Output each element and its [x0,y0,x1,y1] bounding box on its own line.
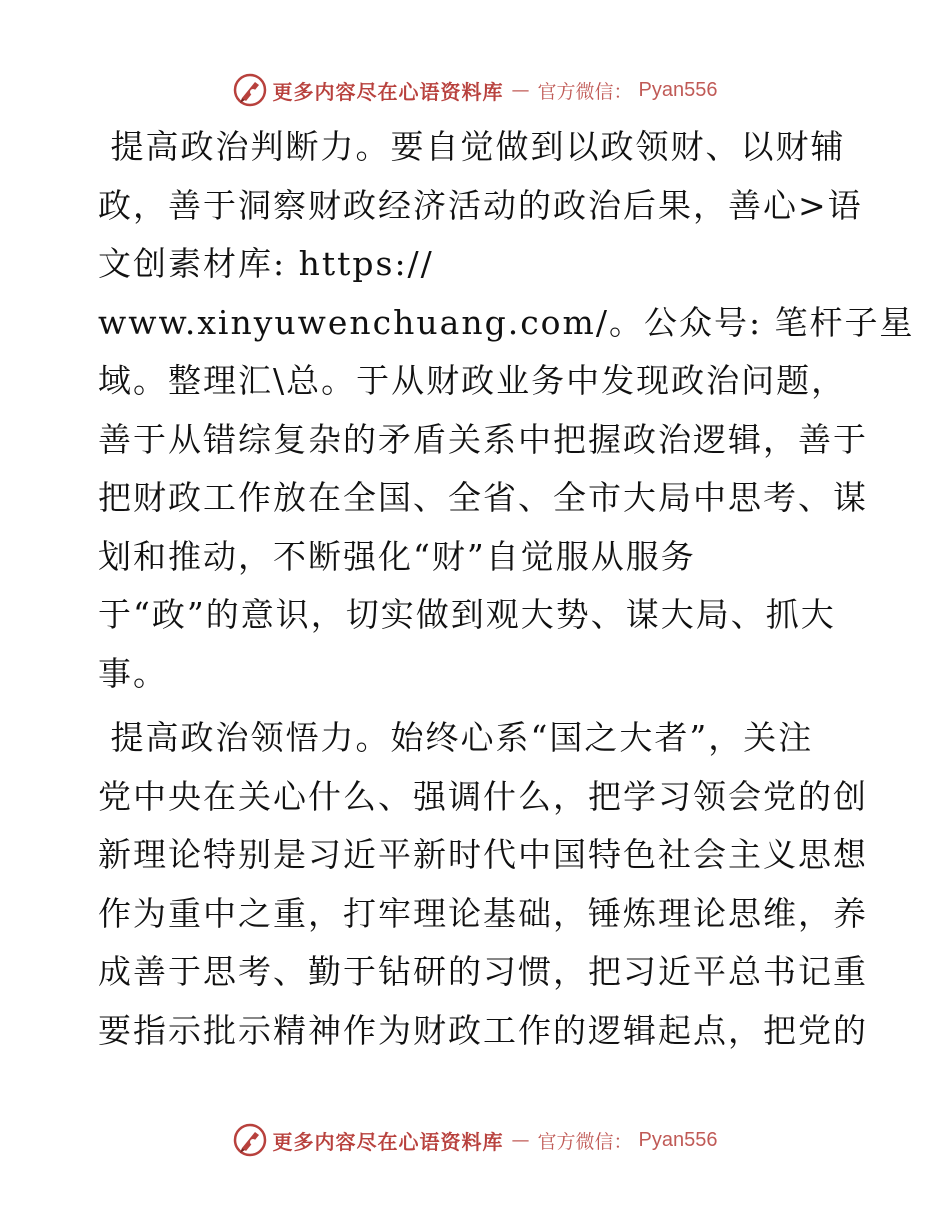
text-line: 要指示批示精神作为财政工作的逻辑起点，把党的 [98,1010,868,1050]
text-line: 作为重中之重，打牢理论基础，锤炼理论思维，养 [98,893,868,933]
text-line: www.xinyuwenchuang.com/。公众号: 笔杆子星 [98,302,915,342]
watermark-brand: 更多内容尽在心语资料库 [272,1129,504,1154]
text-line: 域。整理汇\总。于从财政业务中发现政治问题， [98,361,847,400]
pen-logo-icon [233,1123,267,1157]
text-line: 把财政工作放在全国、全省、全市大局中思考、谋 [98,478,868,517]
text-line: 党中央在关心什么、强调什么，把学习领会党的创 [98,776,868,816]
text-line: 政，善于洞察财政经济活动的政治后果，善心>语 [98,185,863,225]
paragraph-judgment [98,118,915,703]
text-line: 善于从错综复杂的矛盾关系中把握政治逻辑，善于 [98,419,868,459]
text-line: 于“政”的意识，切实做到观大势、谋大局、抓大 [98,595,836,634]
watermark-official-label: 官方微信： [537,80,633,103]
watermark-dash: — [511,79,530,101]
text-line: 新理论特别是习近平新时代中国特色社会主义思想 [98,835,868,874]
text-line: 文创素材库: https:// [98,244,434,283]
header-watermark [0,70,950,110]
document-body [98,118,915,1060]
footer-watermark [0,1120,950,1160]
text-line: 提高政治领悟力。始终心系“国之大者”，关注 [98,718,814,757]
watermark-official-label: 官方微信： [537,1130,633,1153]
watermark-wechat-id: Pyan556 [638,78,718,101]
watermark-dash: — [511,1129,530,1151]
pen-logo-icon [233,73,267,107]
watermark-brand: 更多内容尽在心语资料库 [272,79,504,104]
watermark-wechat-id: Pyan556 [638,1128,718,1151]
text-line: 提高政治判断力。要自觉做到以政领财、以财辅 [98,127,846,166]
text-line: 事。 [98,653,168,693]
paragraph-comprehension [98,709,868,1060]
text-line: 成善于思考、勤于钻研的习惯，把习近平总书记重 [98,952,868,991]
text-line: 划和推动，不断强化“财”自觉服从服务 [98,536,696,576]
